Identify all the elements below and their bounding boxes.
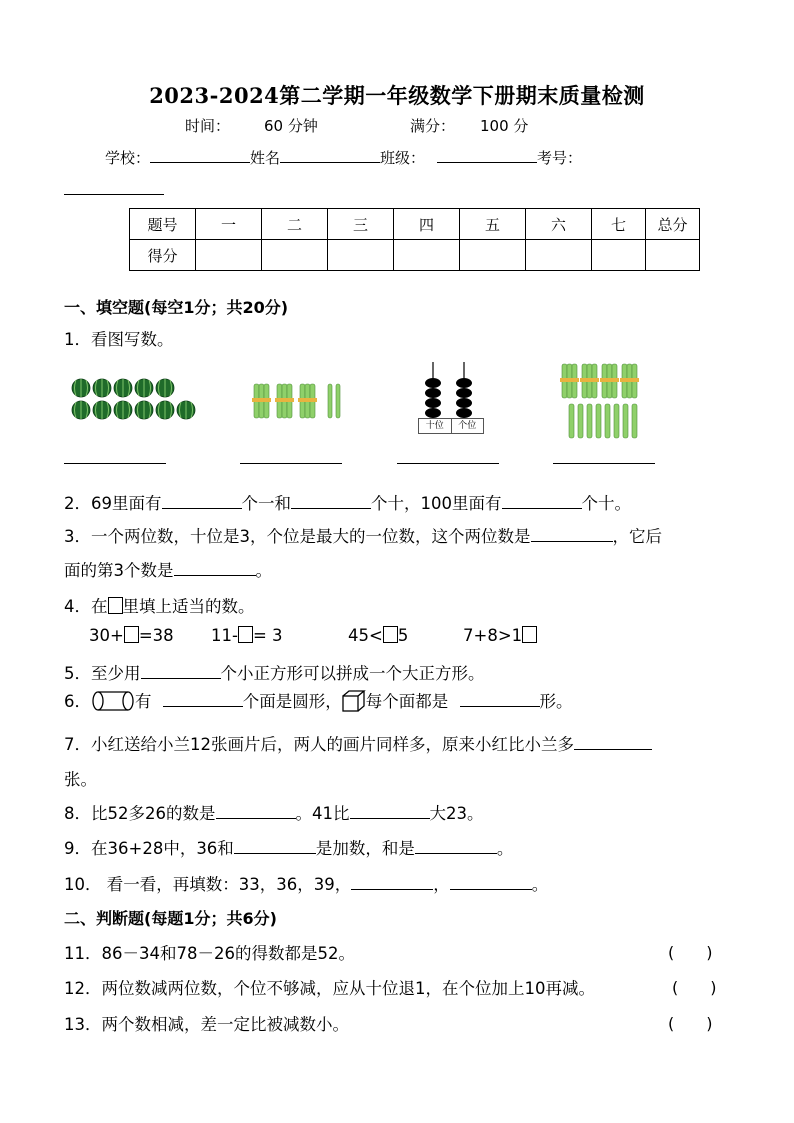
q2-text: 个十，100里面有 — [371, 494, 502, 513]
q6-text: 6． — [64, 692, 91, 711]
q2-text: 2．69里面有 — [64, 494, 162, 513]
q2-blank-2[interactable] — [291, 494, 371, 509]
answer-parentheses-12[interactable]: ( ) — [672, 978, 717, 997]
score-header-row — [130, 209, 700, 240]
q4-text: 4．在 — [64, 597, 108, 616]
answer-box[interactable] — [124, 626, 139, 643]
score-cell[interactable] — [646, 240, 700, 271]
q6-blank-2[interactable] — [460, 692, 540, 707]
question-11: 11．86－34和78－26的得数都是52。 — [64, 944, 355, 963]
q4-equation-3 — [348, 626, 408, 645]
stick-bundles-picture — [250, 378, 350, 422]
question-9 — [64, 835, 513, 859]
score-header-cell: 五 — [460, 209, 526, 240]
class-blank[interactable] — [437, 146, 537, 163]
question-3 — [64, 523, 662, 547]
score-header-cell: 题号 — [130, 209, 196, 240]
score-header-cell: 六 — [526, 209, 592, 240]
q2-blank-3[interactable] — [502, 494, 582, 509]
q5-text: 个小正方形可以拼成一个大正方形。 — [220, 664, 485, 683]
abacus-tens-label: 十位 — [419, 419, 452, 433]
q7-blank[interactable] — [574, 735, 652, 750]
score-header-cell: 一 — [196, 209, 262, 240]
q7-text: 7．小红送给小兰12张画片后，两人的画片同样多，原来小红比小兰多 — [64, 735, 574, 754]
q4-equation-1 — [89, 626, 174, 645]
q9-blank-2[interactable] — [415, 839, 497, 854]
q6-text: 形。 — [539, 692, 573, 711]
abacus-beads-icon — [418, 360, 484, 418]
q3-text: 。 — [255, 561, 272, 580]
name-label: 姓名 — [250, 149, 281, 167]
q2-text: 个一和 — [241, 494, 291, 513]
question-6 — [64, 688, 573, 712]
answer-parentheses-11[interactable]: ( ) — [668, 943, 713, 962]
q6-text: 每个面都是 — [365, 692, 454, 711]
q9-text: 9．在36+28中，36和 — [64, 839, 234, 858]
name-blank[interactable] — [280, 146, 380, 163]
watermelon-picture — [68, 376, 198, 424]
question-2 — [64, 490, 631, 514]
school-blank[interactable] — [150, 146, 250, 163]
score-cell[interactable] — [394, 240, 460, 271]
q8-blank-2[interactable] — [350, 804, 430, 819]
q3-text: 面的第3个数是 — [64, 561, 174, 580]
eq-text: = 3 — [252, 626, 283, 645]
full-score-label: 满分： — [410, 117, 456, 135]
score-table — [129, 208, 700, 271]
q10-blank-2[interactable] — [450, 875, 532, 890]
score-value-row — [130, 240, 700, 271]
section-2-heading: 二、判断题(每题1分；共6分) — [64, 909, 277, 928]
score-header-cell: 总分 — [646, 209, 700, 240]
question-8 — [64, 800, 484, 824]
abacus-picture — [418, 360, 484, 434]
question-1: 1．看图写数。 — [64, 330, 174, 349]
q10-text: 。 — [531, 875, 549, 894]
q10-text: 10． 看一看，再填数：33，36，39， — [64, 875, 352, 894]
q9-text: 是加数，和是 — [315, 839, 415, 858]
q8-text: 大23。 — [429, 804, 484, 823]
q5-text: 5．至少用 — [64, 664, 141, 683]
student-info-line — [105, 146, 582, 168]
q8-text: 。41比 — [295, 804, 350, 823]
score-header-cell: 三 — [328, 209, 394, 240]
cube-icon — [342, 690, 366, 712]
q9-blank-1[interactable] — [234, 839, 316, 854]
score-cell[interactable] — [328, 240, 394, 271]
q4-equation-2 — [211, 626, 283, 645]
q4-text: 里填上适当的数。 — [122, 597, 255, 616]
question-10 — [64, 871, 548, 895]
question-5 — [64, 660, 485, 684]
eq-text: 7+8>1 — [463, 626, 523, 645]
school-label: 学校： — [105, 149, 151, 167]
score-cell[interactable] — [262, 240, 328, 271]
answer-line-4[interactable] — [553, 463, 655, 464]
eq-text: =38 — [138, 626, 174, 645]
question-7-line-2: 张。 — [64, 770, 97, 789]
q3-blank-1[interactable] — [531, 527, 613, 542]
time-value: 60 分钟 — [264, 117, 318, 135]
q6-blank-1[interactable] — [163, 692, 243, 707]
question-12: 12．两位数减两位数，个位不够减，应从十位退1，在个位加上10再减。 — [64, 979, 595, 998]
q8-text: 8．比52多26的数是 — [64, 804, 216, 823]
q9-text: 。 — [496, 839, 514, 858]
score-row-label: 得分 — [130, 240, 196, 271]
score-cell[interactable] — [526, 240, 592, 271]
exam-no-label: 考号： — [537, 149, 583, 167]
answer-parentheses-13[interactable]: ( ) — [668, 1014, 713, 1033]
eq-text: 5 — [397, 626, 409, 645]
answer-box[interactable] — [383, 626, 398, 643]
cylinder-icon — [91, 690, 135, 712]
answer-box[interactable] — [238, 626, 253, 643]
square-box-icon — [108, 597, 123, 614]
q8-blank-1[interactable] — [216, 804, 296, 819]
score-header-cell: 二 — [262, 209, 328, 240]
abacus-base — [418, 418, 484, 434]
eq-text: 30+ — [89, 626, 124, 645]
question-4 — [64, 593, 255, 617]
section-1-heading: 一、填空题(每空1分；共20分) — [64, 298, 289, 317]
score-header-cell: 四 — [394, 209, 460, 240]
q5-blank[interactable] — [141, 664, 221, 679]
q10-blank-1[interactable] — [351, 875, 433, 890]
score-cell[interactable] — [592, 240, 646, 271]
q3-text: 3．一个两位数，十位是3，个位是最大的一位数，这个两位数是 — [64, 527, 531, 546]
q6-text: 有 — [135, 692, 157, 711]
question-13: 13．两个数相减，差一定比被减数小。 — [64, 1015, 349, 1034]
page-title: 2023-2024第二学期一年级数学下册期末质量检测 — [149, 83, 645, 108]
q2-blank-1[interactable] — [162, 494, 242, 509]
score-cell[interactable] — [460, 240, 526, 271]
abacus-ones-label: 个位 — [458, 421, 477, 431]
q3-text: ，它后 — [612, 527, 662, 546]
score-cell[interactable] — [196, 240, 262, 271]
answer-line-2[interactable] — [240, 463, 342, 464]
answer-line-1[interactable] — [64, 463, 166, 464]
question-3-line-2 — [64, 557, 272, 581]
answer-box[interactable] — [522, 626, 537, 643]
eq-text: 11- — [211, 626, 238, 645]
exam-no-blank[interactable] — [64, 194, 164, 195]
question-7 — [64, 731, 652, 755]
time-label: 时间： — [185, 117, 231, 135]
full-score-value: 100 分 — [480, 117, 529, 135]
stick-bundles-and-sticks-picture — [560, 362, 646, 440]
score-header-cell: 七 — [592, 209, 646, 240]
q2-text: 个十。 — [581, 494, 631, 513]
q3-blank-2[interactable] — [174, 561, 256, 576]
answer-line-3[interactable] — [397, 463, 499, 464]
q10-text: ， — [433, 875, 450, 894]
class-label: 班级： — [380, 149, 426, 167]
eq-text: 45< — [348, 626, 383, 645]
q6-text: 个面是圆形， — [242, 692, 342, 711]
q4-equation-4 — [463, 626, 537, 645]
